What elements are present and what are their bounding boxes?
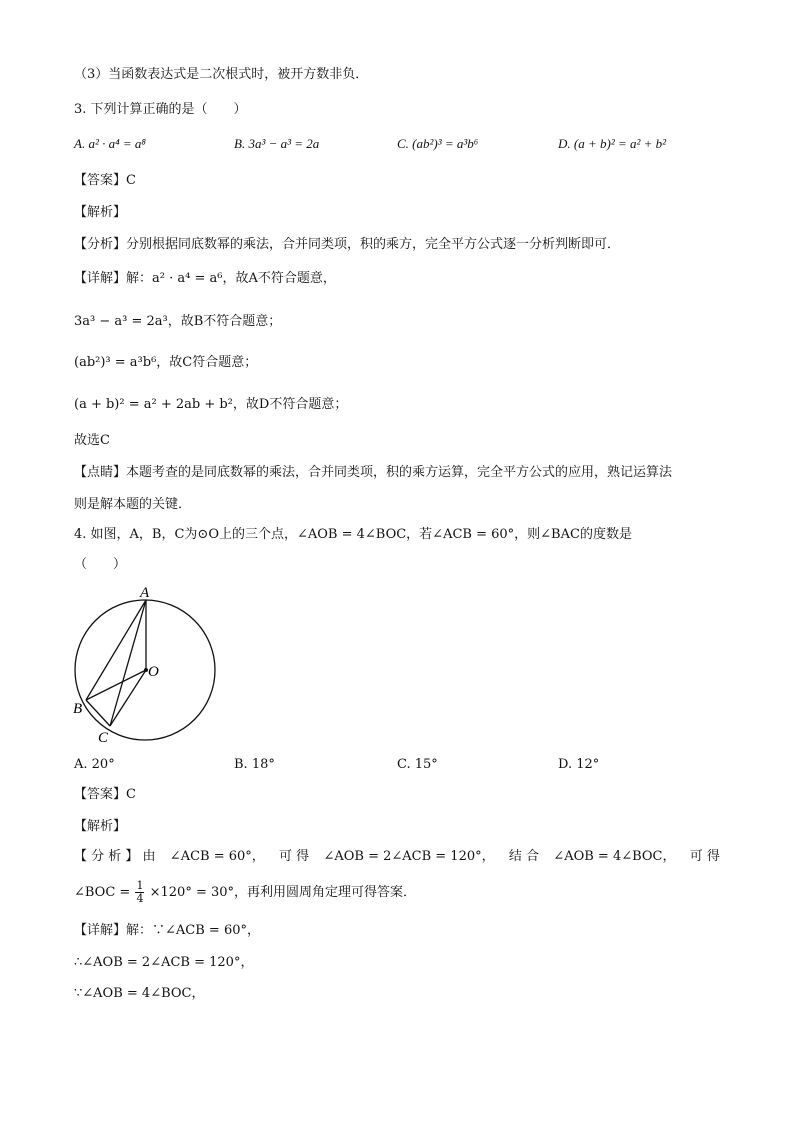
jiexi-4: 【解析】	[74, 819, 127, 834]
label-c: C	[98, 730, 109, 746]
question-3-stem: 3. 下列计算正确的是（ ）	[74, 102, 247, 117]
detail-3-line-4: (a + b)² = a² + 2ab + b²，故D不符合题意；	[74, 397, 348, 412]
q3-option-a: A. a² · a⁴ = a⁸	[74, 136, 146, 151]
q4-option-b: B. 18°	[234, 757, 275, 772]
q3-option-d: D. (a + b)² = a² + b²	[558, 136, 667, 151]
fx4-word: ∠AOB = 4∠BOC，	[553, 849, 676, 864]
analysis-4-line-2	[74, 878, 416, 908]
fraction-numerator: 1	[136, 879, 144, 892]
q4-option-d: D. 12°	[558, 757, 600, 772]
fx4-word: ∠AOB = 2∠ACB = 120°，	[323, 849, 495, 864]
detail-4-line-3: ∵∠AOB = 4∠BOC，	[74, 986, 205, 1001]
label-b: B	[73, 701, 83, 717]
analysis-4-line-1	[74, 848, 720, 866]
q3-option-c: C. (ab²)³ = a³b⁶	[397, 136, 479, 151]
detail-4-line-2: ∴∠AOB = 2∠ACB = 120°，	[74, 955, 254, 970]
fraction-one-quarter	[135, 880, 144, 905]
answer-3: 【答案】C	[74, 173, 136, 188]
fraction-denominator: 4	[136, 892, 144, 905]
fx4-word: 可 得	[689, 849, 720, 864]
detail-3-line-2: 3a³ − a³ = 2a³，故B不符合题意；	[74, 314, 282, 329]
dianjing-3-line-2: 则是解本题的关键．	[74, 497, 192, 512]
question-4-stem: 4. 如图，A，B，C为⊙O上的三个点，∠AOB = 4∠BOC，若∠ACB = 60°，则∠BAC的度数是	[74, 527, 632, 542]
answer-4: 【答案】C	[74, 787, 136, 802]
fx4-word: 【 分 析 】 由	[74, 849, 156, 864]
circle-figure	[70, 583, 220, 748]
question-4-bracket: （ ）	[74, 557, 127, 572]
q3-option-b: B. 3a³ − a³ = 2a	[234, 136, 320, 151]
q4-option-a: A. 20°	[74, 757, 115, 772]
fx4-word: 可 得	[279, 849, 310, 864]
fx4-pre: ∠BOC =	[74, 885, 131, 900]
dianjing-3-line-1: 【点睛】本题考查的是同底数幂的乘法，合并同类项，积的乘方运算，完全平方公式的应用，熟记运算法	[74, 465, 673, 480]
fx4-word: 结 合	[508, 849, 540, 864]
fx4-post: ×120° = 30°，再利用圆周角定理可得答案．	[149, 885, 417, 900]
detail-3-line-1: 【详解】解：a² · a⁴ = a⁶，故A不符合题意，	[74, 271, 336, 286]
detail-3-line-3: (ab²)³ = a³b⁶，故C符合题意；	[74, 355, 258, 370]
segment-ac	[110, 600, 146, 726]
analysis-3: 【分析】分别根据同底数幂的乘法，合并同类项，积的乘方，完全平方公式逐一分析判断即可．	[74, 237, 621, 252]
conclusion-3: 故选C	[74, 433, 110, 448]
q4-option-c: C. 15°	[397, 757, 438, 772]
label-a: A	[140, 585, 150, 601]
label-o: O	[148, 664, 159, 680]
text-line: （3）当函数表达式是二次根式时，被开方数非负．	[74, 67, 369, 82]
jiexi-3: 【解析】	[74, 205, 127, 220]
fx4-word: ∠ACB = 60°，	[169, 849, 265, 864]
detail-4-line-1: 【详解】解：∵∠ACB = 60°，	[74, 923, 260, 938]
